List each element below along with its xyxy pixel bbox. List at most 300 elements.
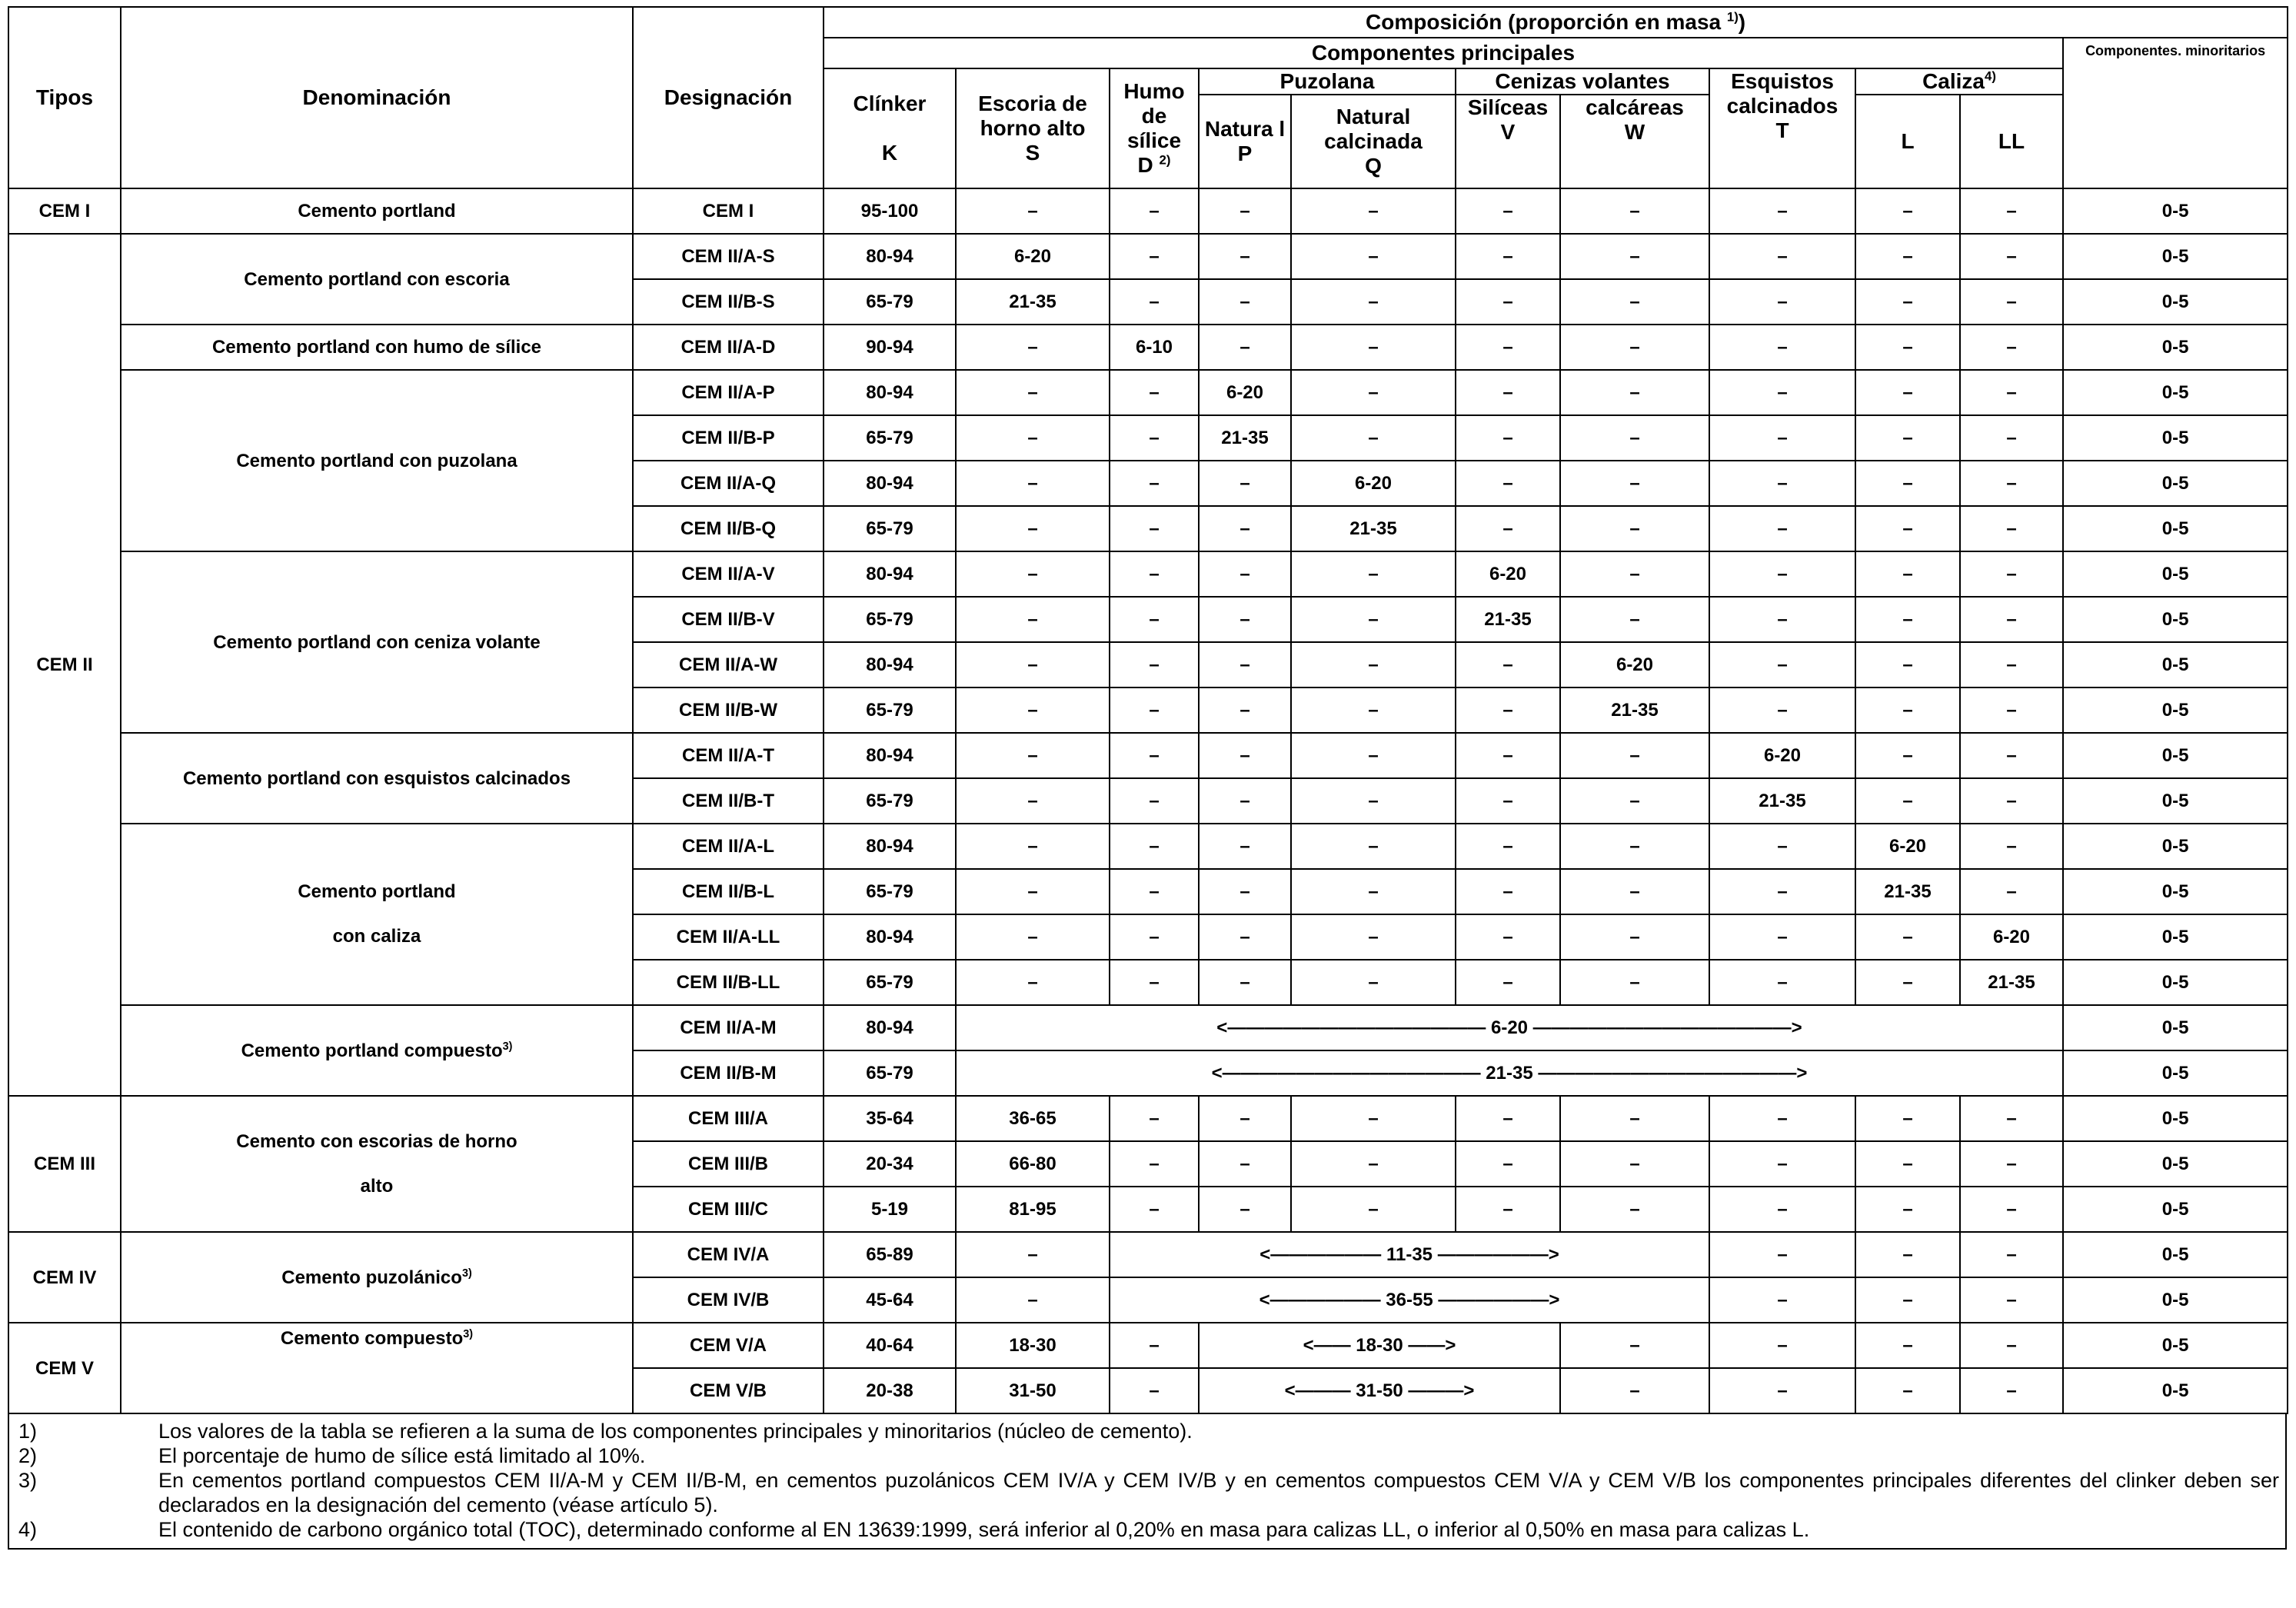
cell-value: – xyxy=(1456,461,1560,506)
table-row xyxy=(8,1323,2288,1368)
cell-value: 80-94 xyxy=(824,551,956,597)
cell-value: – xyxy=(1960,1277,2063,1323)
cell-value: 81-95 xyxy=(956,1187,1110,1232)
cell-value: – xyxy=(1855,597,1960,642)
cell-minoritarios: 0-5 xyxy=(2063,1187,2288,1232)
cell-value: 6-20 xyxy=(1855,824,1960,869)
cell-value: – xyxy=(1110,370,1199,415)
cell-value: – xyxy=(1456,279,1560,325)
header-componentes-principales: Componentes principales xyxy=(824,38,2063,68)
cell-value: – xyxy=(1110,597,1199,642)
cell-value: – xyxy=(1291,778,1456,824)
cell-designacion: CEM III/B xyxy=(633,1141,824,1187)
cell-value: – xyxy=(1199,551,1291,597)
cell-tipo: CEM V xyxy=(8,1323,121,1413)
cell-value: – xyxy=(1709,279,1855,325)
footnote xyxy=(15,1443,2279,1468)
cell-value: 21-35 xyxy=(1709,778,1855,824)
cell-value: – xyxy=(1291,279,1456,325)
cell-value: 6-20 xyxy=(1456,551,1560,597)
cell-denominacion xyxy=(121,1323,633,1413)
cell-value: – xyxy=(1855,370,1960,415)
cell-minoritarios: 0-5 xyxy=(2063,279,2288,325)
cell-value: 65-79 xyxy=(824,506,956,551)
cell-value: – xyxy=(1199,234,1291,279)
cell-designacion: CEM II/B-V xyxy=(633,597,824,642)
cell-value: – xyxy=(1199,1141,1291,1187)
cell-value: 5-19 xyxy=(824,1187,956,1232)
cell-value: – xyxy=(1456,415,1560,461)
cell-value: – xyxy=(1560,551,1709,597)
cell-value: – xyxy=(956,960,1110,1005)
cell-value: – xyxy=(1709,869,1855,914)
cell-value: – xyxy=(1560,733,1709,778)
cell-denominacion xyxy=(121,1096,633,1232)
cell-value: – xyxy=(1291,234,1456,279)
cell-value: – xyxy=(1291,1187,1456,1232)
cell-value: – xyxy=(1456,1187,1560,1232)
cell-value: 21-35 xyxy=(1199,415,1291,461)
cell-value: – xyxy=(1199,597,1291,642)
denominacion-text: Cemento portland con escoria xyxy=(244,268,510,290)
cell-value: – xyxy=(1456,188,1560,234)
header-humo-silice: Humo de sílice D $^{2)}$ xyxy=(1110,68,1199,188)
cell-value: – xyxy=(1709,960,1855,1005)
footnote-ref: 3) xyxy=(461,1267,472,1280)
cell-minoritarios: 0-5 xyxy=(2063,869,2288,914)
cell-value: – xyxy=(1199,325,1291,370)
cell-value: – xyxy=(1960,188,2063,234)
footnote xyxy=(15,1419,2279,1443)
cell-value: – xyxy=(1110,279,1199,325)
cell-value: 21-35 xyxy=(1960,960,2063,1005)
cell-designacion: CEM V/A xyxy=(633,1323,824,1368)
cell-minoritarios: 0-5 xyxy=(2063,1323,2288,1368)
footnote xyxy=(15,1468,2279,1517)
cell-value: – xyxy=(1855,1232,1960,1277)
cell-denominacion xyxy=(121,188,633,234)
cell-designacion: CEM II/A-D xyxy=(633,325,824,370)
cell-designacion: CEM II/B-L xyxy=(633,869,824,914)
cell-value: – xyxy=(1110,960,1199,1005)
cell-value: 6-10 xyxy=(1110,325,1199,370)
cell-value: 6-20 xyxy=(1199,370,1291,415)
cell-value: 35-64 xyxy=(824,1096,956,1141)
cell-denominacion xyxy=(121,370,633,551)
cell-value: 80-94 xyxy=(824,234,956,279)
cell-minoritarios: 0-5 xyxy=(2063,597,2288,642)
cell-value: – xyxy=(1960,642,2063,687)
cell-value: – xyxy=(1110,733,1199,778)
cell-value: – xyxy=(1855,778,1960,824)
cell-value: – xyxy=(1110,642,1199,687)
cell-value: – xyxy=(1855,551,1960,597)
cell-value: – xyxy=(1199,461,1291,506)
cell-value: 21-35 xyxy=(1291,506,1456,551)
header-calcareas: calcáreas W xyxy=(1560,95,1709,188)
cell-designacion: CEM II/A-Q xyxy=(633,461,824,506)
footnote-text: Los valores de la tabla se refieren a la suma de los componentes principales y minoritarios (núcleo de cemento). xyxy=(158,1420,1193,1443)
cell-value: – xyxy=(1855,188,1960,234)
cell-value: – xyxy=(1110,1323,1199,1368)
cell-value: 90-94 xyxy=(824,325,956,370)
cell-value: – xyxy=(1456,687,1560,733)
cell-value: 21-35 xyxy=(956,279,1110,325)
cell-value: 80-94 xyxy=(824,733,956,778)
footnote-ref: 3) xyxy=(502,1040,513,1053)
cell-value: – xyxy=(1960,1141,2063,1187)
cell-value: – xyxy=(1560,279,1709,325)
denominacion-text: Cemento con escorias de horno alto xyxy=(236,1130,517,1197)
cell-value: 66-80 xyxy=(956,1141,1110,1187)
cell-value: – xyxy=(1855,1187,1960,1232)
cell-value: – xyxy=(1456,869,1560,914)
cell-range-span: <——— 31-50 ———> xyxy=(1199,1368,1560,1413)
cell-value: – xyxy=(1110,687,1199,733)
cell-value: 6-20 xyxy=(956,234,1110,279)
header-esquistos: Esquistos calcinados T xyxy=(1709,68,1855,188)
cell-value: – xyxy=(1199,279,1291,325)
cell-value: – xyxy=(1855,325,1960,370)
cell-value: – xyxy=(1960,1187,2063,1232)
cell-value: 80-94 xyxy=(824,914,956,960)
cell-value: – xyxy=(1960,824,2063,869)
cell-designacion: CEM IV/A xyxy=(633,1232,824,1277)
cell-tipo: CEM II xyxy=(8,234,121,1096)
cell-designacion: CEM II/B-W xyxy=(633,687,824,733)
cell-value: 65-79 xyxy=(824,869,956,914)
cell-value: 65-79 xyxy=(824,778,956,824)
cell-value: – xyxy=(1709,506,1855,551)
cell-value: 65-89 xyxy=(824,1232,956,1277)
cell-value: – xyxy=(1456,234,1560,279)
footnotes xyxy=(8,1414,2287,1550)
cell-value: – xyxy=(1110,461,1199,506)
cell-minoritarios: 0-5 xyxy=(2063,188,2288,234)
cell-value: 21-35 xyxy=(1560,687,1709,733)
footnote-number: 2) xyxy=(18,1444,38,1467)
cell-value: – xyxy=(1110,824,1199,869)
cell-minoritarios: 0-5 xyxy=(2063,778,2288,824)
cell-value: – xyxy=(1709,415,1855,461)
cell-value: 65-79 xyxy=(824,597,956,642)
cell-value: – xyxy=(1709,1323,1855,1368)
cell-value: – xyxy=(1456,960,1560,1005)
cell-value: – xyxy=(1291,642,1456,687)
header-denominacion: Denominación xyxy=(121,7,633,188)
cell-value: – xyxy=(1456,778,1560,824)
cell-value: – xyxy=(1199,687,1291,733)
cell-value: – xyxy=(1855,415,1960,461)
cell-value: – xyxy=(1709,914,1855,960)
cell-value: – xyxy=(1560,506,1709,551)
cell-value: – xyxy=(1291,415,1456,461)
cell-value: – xyxy=(1960,279,2063,325)
header-siliceas: Silíceas V xyxy=(1456,95,1560,188)
cell-value: – xyxy=(1291,325,1456,370)
cell-value: – xyxy=(956,687,1110,733)
cell-value: – xyxy=(1199,914,1291,960)
footnote-number: 3) xyxy=(18,1469,38,1492)
denominacion-text: Cemento portland con ceniza volante xyxy=(213,631,541,653)
cell-value: – xyxy=(1456,914,1560,960)
cell-designacion: CEM II/A-S xyxy=(633,234,824,279)
cell-value: – xyxy=(1291,551,1456,597)
cell-designacion: CEM II/A-L xyxy=(633,824,824,869)
cell-range-span: <—————————————— 21-35 ——————————————> xyxy=(956,1050,2063,1096)
cell-value: – xyxy=(1456,1096,1560,1141)
cell-value: 65-79 xyxy=(824,415,956,461)
cell-value: – xyxy=(1110,914,1199,960)
header-caliza-ll: LL xyxy=(1960,95,2063,188)
cell-value: – xyxy=(1291,869,1456,914)
cell-value: – xyxy=(956,188,1110,234)
cell-minoritarios: 0-5 xyxy=(2063,824,2288,869)
cell-value: – xyxy=(1291,597,1456,642)
cell-value: – xyxy=(956,914,1110,960)
cell-value: 65-79 xyxy=(824,960,956,1005)
table-row xyxy=(8,188,2288,234)
denominacion-text: Cemento compuesto xyxy=(280,1328,464,1349)
cell-value: – xyxy=(1560,1096,1709,1141)
cell-value: – xyxy=(1199,960,1291,1005)
cell-value: – xyxy=(1560,415,1709,461)
cell-value: – xyxy=(1709,1232,1855,1277)
footnote-text: El porcentaje de humo de sílice está limitado al 10%. xyxy=(158,1444,646,1467)
cell-value: 18-30 xyxy=(956,1323,1110,1368)
cell-value: – xyxy=(1709,461,1855,506)
table-row xyxy=(8,1096,2288,1141)
cell-designacion: CEM II/B-Q xyxy=(633,506,824,551)
cell-value: – xyxy=(1199,733,1291,778)
cell-value: – xyxy=(1960,551,2063,597)
cell-value: – xyxy=(1960,234,2063,279)
cell-value: – xyxy=(1709,1187,1855,1232)
cell-value: – xyxy=(1110,1187,1199,1232)
cell-value: – xyxy=(1199,1187,1291,1232)
cell-value: – xyxy=(1456,370,1560,415)
cell-value: – xyxy=(1456,506,1560,551)
cell-value: – xyxy=(1456,642,1560,687)
cell-value: – xyxy=(1110,778,1199,824)
cell-minoritarios: 0-5 xyxy=(2063,506,2288,551)
cell-value: – xyxy=(1709,1368,1855,1413)
cell-denominacion xyxy=(121,234,633,325)
cell-value: 6-20 xyxy=(1291,461,1456,506)
table-row xyxy=(8,370,2288,415)
table-row xyxy=(8,733,2288,778)
cell-value: – xyxy=(1855,506,1960,551)
cell-value: – xyxy=(1560,188,1709,234)
cell-value: – xyxy=(1110,551,1199,597)
cell-value: – xyxy=(1960,687,2063,733)
cell-value: 31-50 xyxy=(956,1368,1110,1413)
cell-value: – xyxy=(1560,597,1709,642)
cell-denominacion xyxy=(121,824,633,1005)
cell-value: 65-79 xyxy=(824,687,956,733)
footnote-ref: 3) xyxy=(463,1328,474,1340)
cell-designacion: CEM II/A-V xyxy=(633,551,824,597)
header-componentes-minoritarios: Componentes. minoritarios xyxy=(2063,38,2288,188)
table-row xyxy=(8,824,2288,869)
cell-value: 6-20 xyxy=(1709,733,1855,778)
cell-value: 80-94 xyxy=(824,642,956,687)
cell-value: – xyxy=(1560,824,1709,869)
cell-minoritarios: 0-5 xyxy=(2063,960,2288,1005)
table-row xyxy=(8,325,2288,370)
cell-denominacion xyxy=(121,1232,633,1323)
table-row xyxy=(8,1232,2288,1277)
cell-value: 80-94 xyxy=(824,824,956,869)
cell-value: – xyxy=(1560,1187,1709,1232)
cell-value: – xyxy=(956,824,1110,869)
cell-value: – xyxy=(1199,869,1291,914)
cell-minoritarios: 0-5 xyxy=(2063,234,2288,279)
header-natural: Natura l P xyxy=(1199,95,1291,188)
denominacion-text: Cemento portland con esquistos calcinados xyxy=(182,767,571,789)
cell-value: – xyxy=(1709,824,1855,869)
denominacion-text: Cemento portland compuesto xyxy=(241,1040,503,1061)
cell-value: – xyxy=(1855,1141,1960,1187)
cell-tipo: CEM IV xyxy=(8,1232,121,1323)
cell-minoritarios: 0-5 xyxy=(2063,733,2288,778)
cell-value: – xyxy=(1560,1323,1709,1368)
cell-minoritarios: 0-5 xyxy=(2063,914,2288,960)
cell-value: – xyxy=(1960,461,2063,506)
header-designacion: Designación xyxy=(633,7,824,188)
denominacion-text: Cemento portland con caliza xyxy=(298,881,456,947)
cell-value: – xyxy=(956,1277,1110,1323)
cell-value: – xyxy=(1291,687,1456,733)
cell-value: – xyxy=(1855,687,1960,733)
footnote xyxy=(15,1517,2279,1542)
cell-value: – xyxy=(1855,1277,1960,1323)
cell-value: – xyxy=(1855,1323,1960,1368)
cell-value: – xyxy=(1855,279,1960,325)
cell-value: – xyxy=(1110,188,1199,234)
cell-value: – xyxy=(1709,325,1855,370)
cell-minoritarios: 0-5 xyxy=(2063,1277,2288,1323)
cell-value: – xyxy=(1110,869,1199,914)
cell-value: – xyxy=(1560,778,1709,824)
cell-denominacion xyxy=(121,1005,633,1096)
cell-value: – xyxy=(1456,824,1560,869)
cell-value: – xyxy=(1199,642,1291,687)
cell-designacion: CEM II/A-P xyxy=(633,370,824,415)
cell-minoritarios: 0-5 xyxy=(2063,325,2288,370)
header-tipos: Tipos xyxy=(8,7,121,188)
table-row xyxy=(8,551,2288,597)
cell-minoritarios: 0-5 xyxy=(2063,461,2288,506)
cell-value: 45-64 xyxy=(824,1277,956,1323)
cell-value: – xyxy=(1960,1232,2063,1277)
cell-value: – xyxy=(1960,778,2063,824)
cell-denominacion xyxy=(121,551,633,733)
cell-designacion: CEM V/B xyxy=(633,1368,824,1413)
cell-value: – xyxy=(1709,370,1855,415)
cell-value: – xyxy=(1291,188,1456,234)
cell-value: – xyxy=(1855,642,1960,687)
cell-designacion: CEM II/A-W xyxy=(633,642,824,687)
cell-designacion: CEM III/C xyxy=(633,1187,824,1232)
cell-value: 20-38 xyxy=(824,1368,956,1413)
cell-value: – xyxy=(956,325,1110,370)
cell-designacion: CEM IV/B xyxy=(633,1277,824,1323)
cell-value: 80-94 xyxy=(824,370,956,415)
cell-value: 65-79 xyxy=(824,1050,956,1096)
cell-value: – xyxy=(1709,597,1855,642)
cell-value: – xyxy=(1560,461,1709,506)
cell-designacion: CEM II/B-T xyxy=(633,778,824,824)
cell-value: 21-35 xyxy=(1855,869,1960,914)
denominacion-text: Cemento portland xyxy=(298,201,456,221)
cell-value: 21-35 xyxy=(1456,597,1560,642)
header-cenizas-volantes: Cenizas volantes xyxy=(1456,68,1709,95)
cell-value: 36-65 xyxy=(956,1096,1110,1141)
cell-minoritarios: 0-5 xyxy=(2063,1096,2288,1141)
cell-value: – xyxy=(1110,506,1199,551)
denominacion-text: Cemento portland con puzolana xyxy=(236,450,517,471)
cell-range-span: <—————— 11-35 ——————> xyxy=(1110,1232,1709,1277)
header-puzolana: Puzolana xyxy=(1199,68,1456,95)
cell-value: – xyxy=(1560,370,1709,415)
table-body xyxy=(8,188,2288,1413)
cell-value: – xyxy=(1291,824,1456,869)
cell-value: – xyxy=(1855,914,1960,960)
cell-value: – xyxy=(1199,1096,1291,1141)
cell-value: – xyxy=(1199,506,1291,551)
cell-value: – xyxy=(1960,597,2063,642)
footnote-number: 4) xyxy=(18,1518,38,1541)
footnote-number: 1) xyxy=(18,1420,38,1443)
cell-value: – xyxy=(1456,733,1560,778)
cell-value: – xyxy=(1960,1096,2063,1141)
cell-designacion: CEM II/B-S xyxy=(633,279,824,325)
cell-value: – xyxy=(1560,325,1709,370)
header-caliza: Caliza$^{4)}$ xyxy=(1855,68,2063,95)
cell-value: – xyxy=(956,461,1110,506)
cell-value: – xyxy=(1855,234,1960,279)
cell-value: – xyxy=(956,597,1110,642)
cell-tipo: CEM III xyxy=(8,1096,121,1232)
header-natural-calcinada: Natural calcinada Q xyxy=(1291,95,1456,188)
cell-designacion: CEM II/B-M xyxy=(633,1050,824,1096)
cell-value: – xyxy=(1199,824,1291,869)
cell-designacion: CEM II/B-P xyxy=(633,415,824,461)
cell-value: – xyxy=(1291,914,1456,960)
cell-value: – xyxy=(956,733,1110,778)
cell-value: 95-100 xyxy=(824,188,956,234)
cell-value: – xyxy=(1110,1368,1199,1413)
cell-value: – xyxy=(956,415,1110,461)
cell-designacion: CEM II/A-T xyxy=(633,733,824,778)
cell-value: – xyxy=(1291,733,1456,778)
cell-range-span: <—— 18-30 ——> xyxy=(1199,1323,1560,1368)
cell-value: – xyxy=(956,370,1110,415)
cell-minoritarios: 0-5 xyxy=(2063,415,2288,461)
cell-value: – xyxy=(1960,1323,2063,1368)
footnote-text: En cementos portland compuestos CEM II/A-M y CEM II/B-M, en cementos puzolánicos CEM IV/A y CEM IV/B y en cementos compuestos CEM V/A y CEM V/B los componentes principales diferentes del clinker deben ser declarados en la designación del cemento (véase artículo 5). xyxy=(158,1469,2279,1516)
cell-value: – xyxy=(956,506,1110,551)
cell-minoritarios: 0-5 xyxy=(2063,642,2288,687)
cell-value: – xyxy=(1560,869,1709,914)
cell-value: 80-94 xyxy=(824,1005,956,1050)
cell-designacion: CEM II/B-LL xyxy=(633,960,824,1005)
cell-value: – xyxy=(1110,1096,1199,1141)
cell-value: – xyxy=(1709,1141,1855,1187)
cell-designacion: CEM I xyxy=(633,188,824,234)
cell-value: – xyxy=(1560,960,1709,1005)
